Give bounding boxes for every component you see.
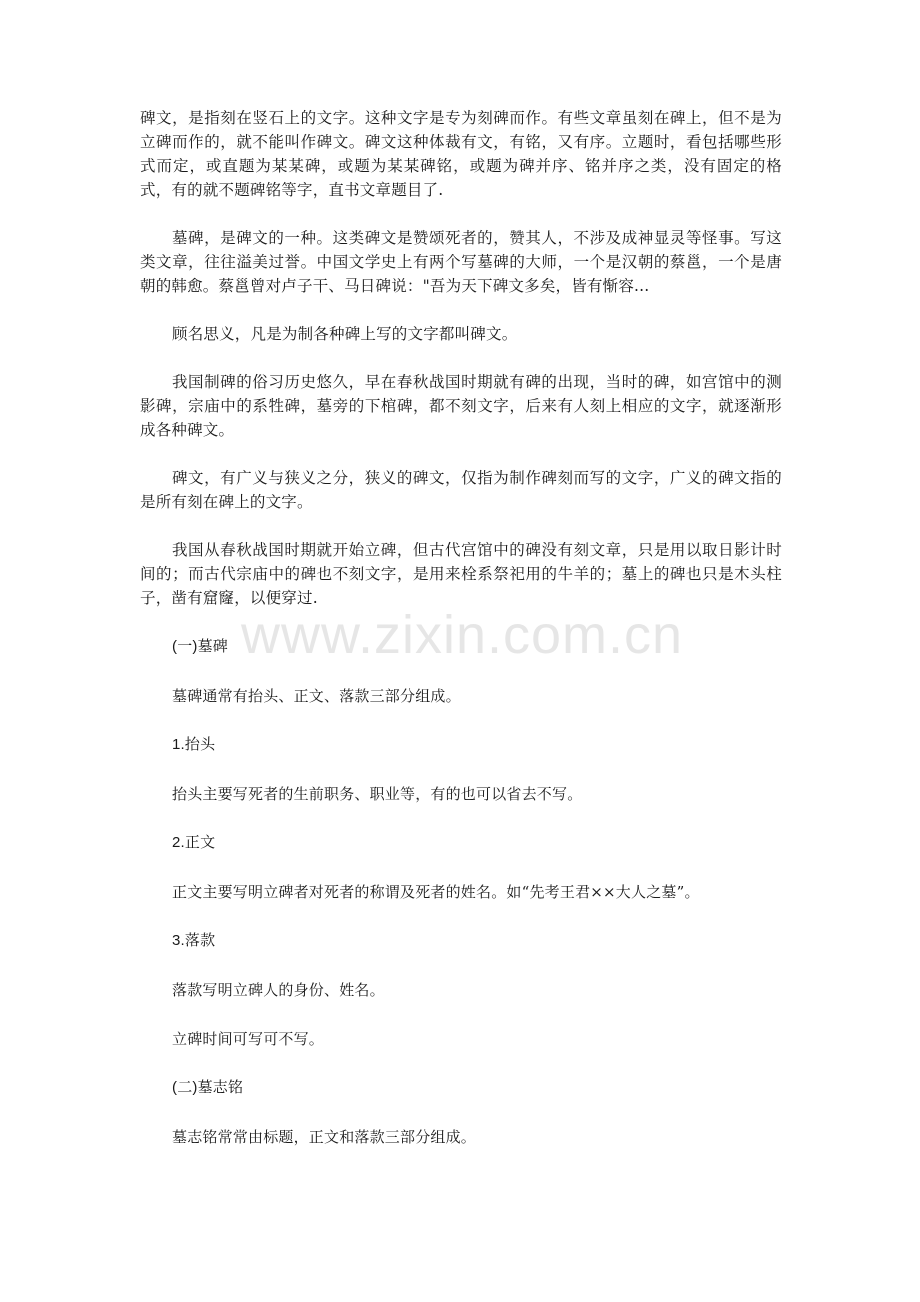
section-heading-epitaph: (二)墓志铭 (172, 1079, 244, 1096)
paragraph-stele-definition: 碑文，是指刻在竖石上的文字。这种文字是专为刻碑而作。有些文章虽刻在碑上，但不是为立碑而作的，就不能叫作碑文。碑文这种体裁有文，有铭，又有序。立题时，看包括哪些形式而定，或直题为某某碑，或题为某某碑铭，或题为碑并序、铭并序之类，没有固定的格式，有的就不题碑铭等字，直书文章题目了. (140, 109, 782, 199)
section-text-signature: 落款写明立碑人的身份、姓名。 (172, 981, 385, 999)
section-text-date: 立碑时间可写可不写。 (172, 1030, 325, 1048)
section-text-body: 正文主要写明立碑者对死者的称谓及死者的姓名。如“先考王君××大人之墓”。 (172, 883, 700, 901)
paragraph-history: 我国制碑的俗习历史悠久，早在春秋战国时期就有碑的出现，当时的碑，如宫馆中的测影碑，宗庙中的系牲碑，墓旁的下棺碑，都不刻文字，后来有人刻上相应的文字，就逐渐形成各种碑文。 (140, 373, 782, 439)
section-heading-tombstone: (一)墓碑 (172, 638, 228, 655)
paragraph-broad-narrow: 碑文，有广义与狭义之分，狭义的碑文，仅指为制作碑刻而写的文字，广义的碑文指的是所有刻在碑上的文字。 (140, 469, 782, 511)
document-body (140, 106, 782, 1149)
section-heading-body: 2.正文 (172, 834, 216, 851)
section-heading-header: 1.抬头 (172, 736, 216, 753)
paragraph-meaning: 顾名思义，凡是为制各种碑上写的文字都叫碑文。 (172, 325, 518, 343)
paragraph-tombstone: 墓碑，是碑文的一种。这类碑文是赞颂死者的，赞其人，不涉及成神显灵等怪事。写这类文章，往往溢美过誉。中国文学史上有两个写墓碑的大师，一个是汉朝的蔡邕，一个是唐朝的韩愈。蔡邕曾对卢子干、马日碑说："吾为天下碑文多矣，皆有惭容... (140, 229, 782, 295)
watermark: www.zixin.com.cn (240, 605, 684, 665)
section-text-tombstone-parts: 墓碑通常有抬头、正文、落款三部分组成。 (172, 687, 461, 705)
section-heading-signature: 3.落款 (172, 932, 216, 949)
section-text-epitaph: 墓志铭常常由标题，正文和落款三部分组成。 (172, 1128, 477, 1146)
paragraph-spring-autumn: 我国从春秋战国时期就开始立碑，但古代宫馆中的碑没有刻文章，只是用以取日影计时间的；而古代宗庙中的碑也不刻文字，是用来栓系祭祀用的牛羊的；墓上的碑也只是木头柱子，凿有窟窿，以便穿过. (140, 541, 782, 607)
section-text-header: 抬头主要写死者的生前职务、职业等，有的也可以省去不写。 (172, 785, 583, 803)
